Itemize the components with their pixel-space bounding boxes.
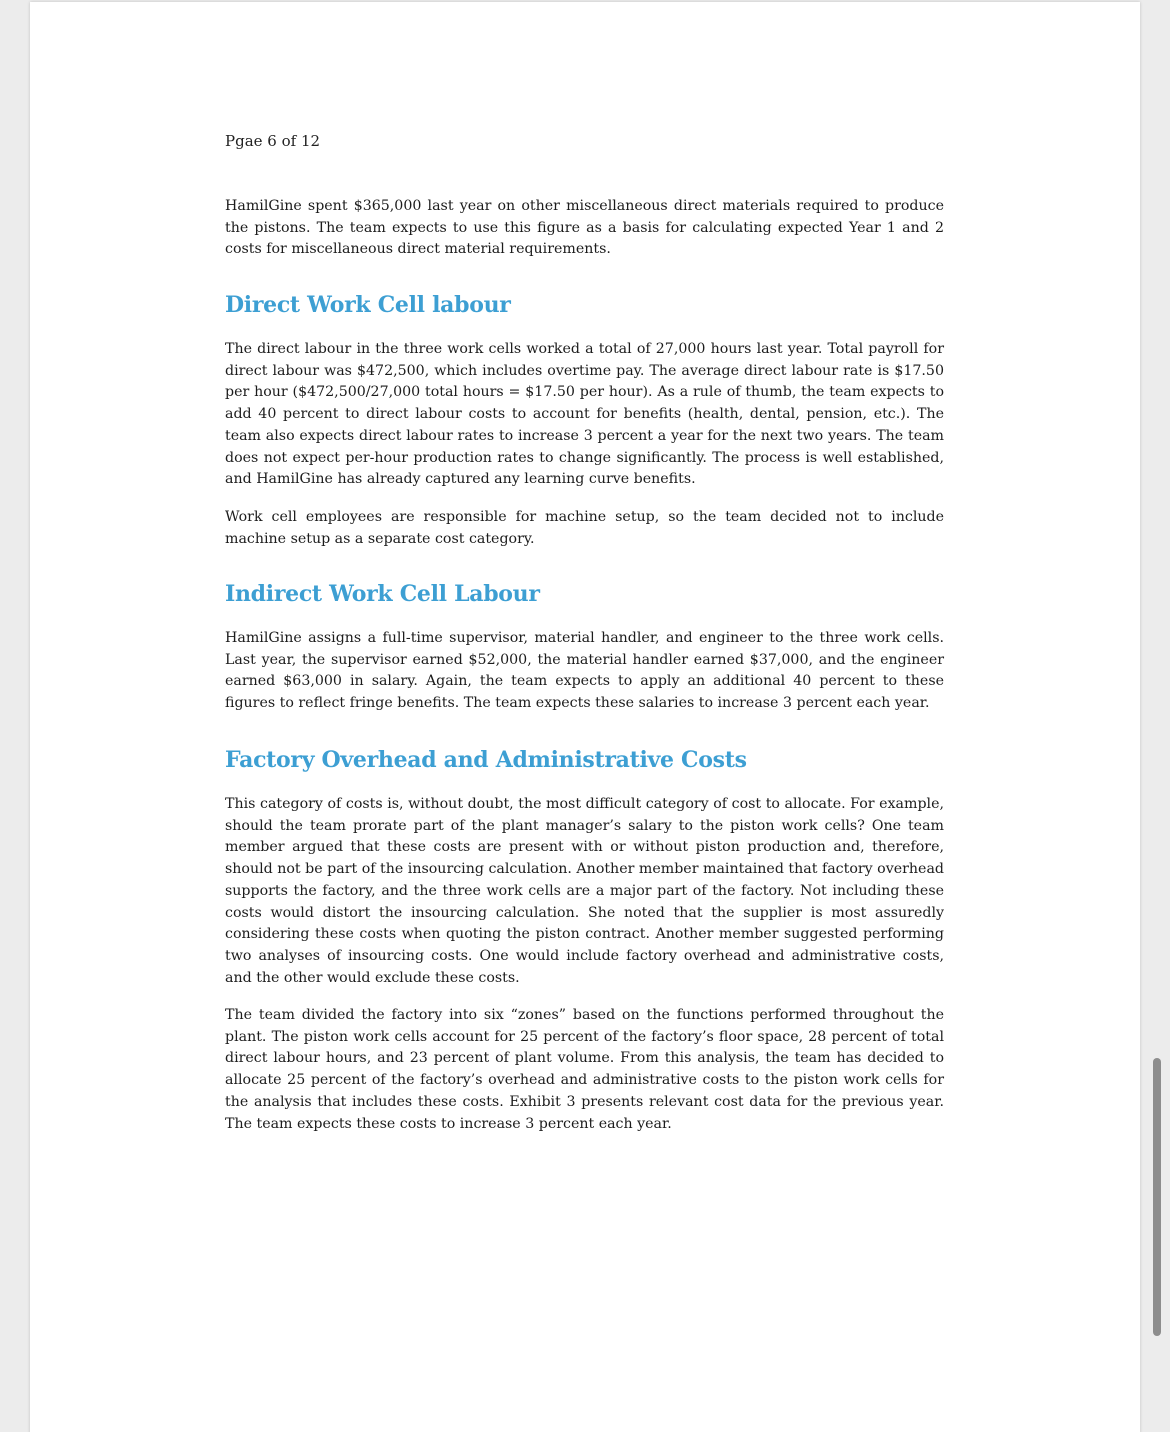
intro-paragraph-block <box>225 196 944 261</box>
paragraph: The direct labour in the three work cells worked a total of 27,000 hours last year. Total payroll for direct labour was $472,500, which includes overtime pay. The average direct labour rate is $17.50 per hour ($472,500/27,000 total hours = $17.50 per hour). As a rule of thumb, the team expects to add 40 percent to direct labour costs to account for benefits (health, dental, pension, etc.). The team also expects direct labour rates to increase 3 percent a year for the next two years. The team does not expect per-hour production rates to change significantly. The process is well established, and HamilGine has already captured any learning curve benefits. <box>225 341 944 488</box>
paragraph-block <box>225 507 944 550</box>
vertical-scrollbar-thumb[interactable] <box>1153 1058 1161 1336</box>
paragraph-block <box>225 1005 944 1135</box>
paragraph: The team divided the factory into six “zones” based on the functions performed throughout the plant. The piston work cells account for 25 percent of the factory’s floor space, 28 percent of total direct labour hours, and 23 percent of plant volume. From this analysis, the team has decided to allocate 25 percent of the factory’s overhead and administrative costs to the piston work cells for the analysis that includes these costs. Exhibit 3 presents relevant cost data for the previous year. The team expects these costs to increase 3 percent each year. <box>225 1007 944 1132</box>
section-heading: Direct Work Cell labour <box>225 292 511 318</box>
paragraph: Work cell employees are responsible for machine setup, so the team decided not to include machine setup as a separate cost category. <box>225 509 944 547</box>
paragraph: HamilGine assigns a full-time supervisor, material handler, and engineer to the three work cells. Last year, the supervisor earned $52,000, the material handler earned $37,000, and the engineer earned $63,000 in salary. Again, the team expects to apply an additional 40 percent to these figures to reflect fringe benefits. The team expects these salaries to increase 3 percent each year. <box>225 630 944 712</box>
paragraph: This category of costs is, without doubt, the most difficult category of cost to allocate. For example, should the team prorate part of the plant manager’s salary to the piston work cells? One team member argued that these costs are present with or without piston production and, therefore, should not be part of the insourcing calculation. Another member maintained that factory overhead supports the factory, and the three work cells are a major part of the factory. Not including these costs would distort the insourcing calculation. She noted that the supplier is most assuredly considering these costs when quoting the piston contract. Another member suggested performing two analyses of insourcing costs. One would include factory overhead and administrative costs, and the other would exclude these costs. <box>225 796 944 986</box>
section-heading: Factory Overhead and Administrative Costs <box>225 747 747 773</box>
document-page <box>30 2 1140 1432</box>
section-indirect-work-cell-labour <box>225 581 944 607</box>
section-heading: Indirect Work Cell Labour <box>225 581 540 607</box>
paragraph-block <box>225 339 944 491</box>
paragraph-block <box>225 794 944 989</box>
intro-paragraph: HamilGine spent $365,000 last year on other miscellaneous direct materials required to produce the pistons. The team expects to use this figure as a basis for calculating expected Year 1 and 2 costs for miscellaneous direct material requirements. <box>225 198 944 258</box>
paragraph-block <box>225 628 944 715</box>
page-label: Pgae 6 of 12 <box>225 132 321 150</box>
section-factory-overhead <box>225 747 944 773</box>
section-direct-work-cell-labour <box>225 292 944 318</box>
